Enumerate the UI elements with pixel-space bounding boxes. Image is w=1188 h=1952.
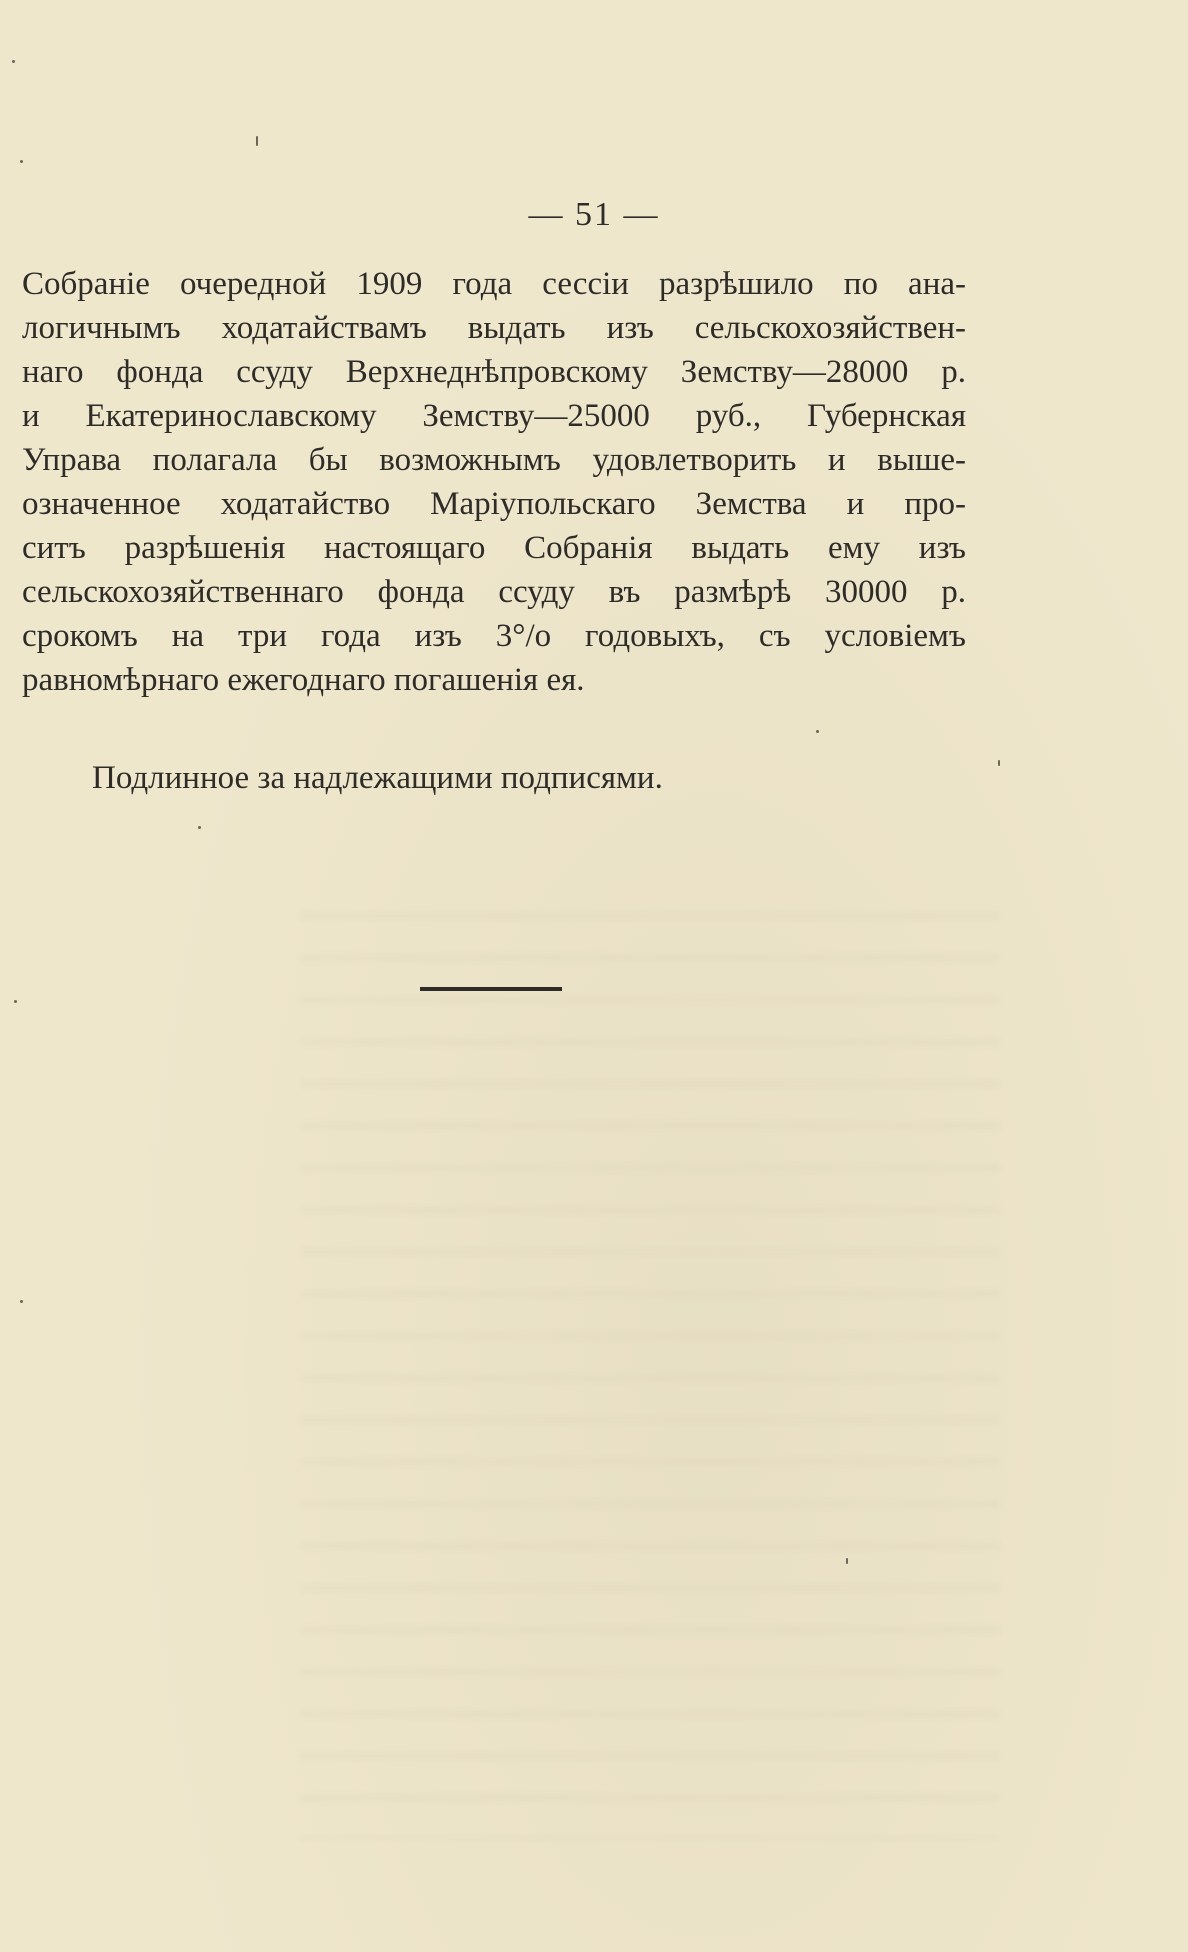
- paper-speck: [12, 60, 15, 63]
- body-paragraph: [22, 262, 966, 702]
- text-line: означенное ходатайство Маріупольскаго Земства и про-: [22, 486, 966, 522]
- text-line: логичнымъ ходатайствамъ выдать изъ сельскохозяйствен-: [22, 310, 966, 346]
- text-line: равномѣрнаго ежегоднаго погашенія ея.: [22, 662, 585, 698]
- page-number: — 51 —: [528, 196, 660, 233]
- paper-speck: [256, 136, 258, 146]
- text-line: наго фонда ссуду Верхнеднѣпровскому Земству—28000 р.: [22, 354, 966, 390]
- paper-speck: [816, 730, 819, 733]
- paper-speck: [14, 1000, 17, 1003]
- closing-note: Подлинное за надлежащими подписями.: [92, 760, 663, 796]
- text-line: срокомъ на три года изъ 3°/o годовыхъ, съ условіемъ: [22, 618, 966, 654]
- text-line: ситъ разрѣшенія настоящаго Собранія выдать ему изъ: [22, 530, 966, 566]
- text-line: Управа полагала бы возможнымъ удовлетворить и выше-: [22, 442, 966, 478]
- section-divider: [420, 987, 562, 991]
- text-line: сельскохозяйственнаго фонда ссуду въ размѣрѣ 30000 р.: [22, 574, 966, 610]
- bleed-through-text: [300, 880, 1000, 1840]
- text-line: и Екатеринославскому Земству—25000 руб., Губернская: [22, 398, 966, 434]
- paper-speck: [20, 160, 23, 163]
- paper-speck: [198, 826, 201, 829]
- paper-speck: [846, 1558, 848, 1564]
- text-line: Собраніе очередной 1909 года сессіи разрѣшило по ана-: [22, 266, 966, 302]
- paper-speck: [998, 760, 1000, 766]
- paper-speck: [20, 1300, 23, 1303]
